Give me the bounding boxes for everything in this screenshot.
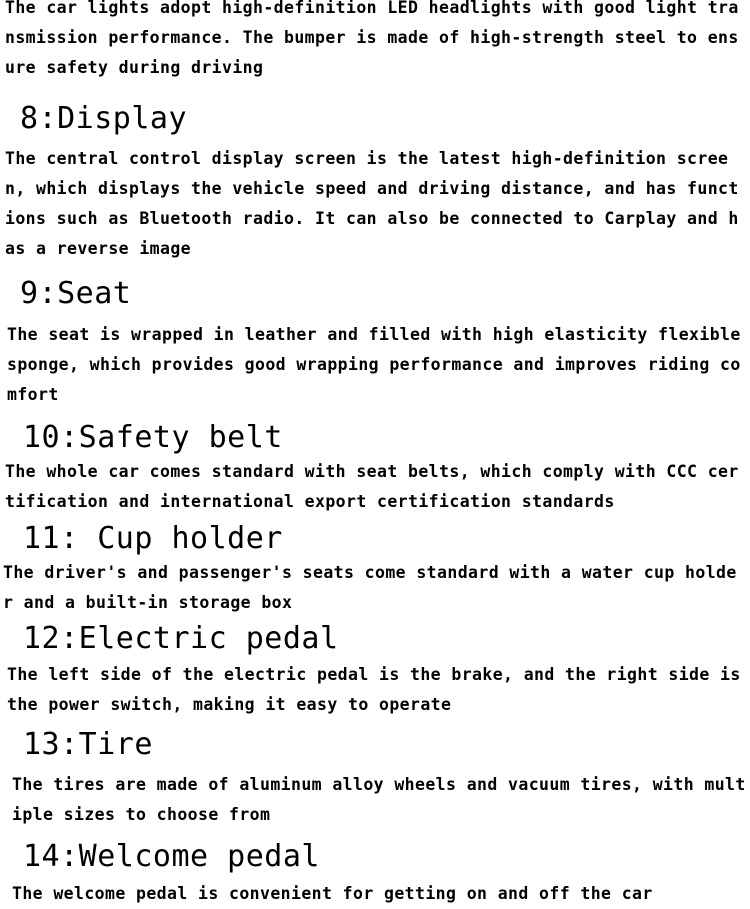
section-paragraph-welcome-pedal: The welcome pedal is convenient for getting on and off the car xyxy=(12,884,653,903)
section-heading-seat: 9:Seat xyxy=(20,276,132,311)
section-heading-electric-pedal: 12:Electric pedal xyxy=(23,621,339,656)
section-heading-display: 8:Display xyxy=(20,101,188,136)
section-heading-tire: 13:Tire xyxy=(23,727,153,762)
section-heading-welcome-pedal: 14:Welcome pedal xyxy=(23,839,320,874)
section-paragraph-tire: The tires are made of aluminum alloy wheels and vacuum tires, with multiple sizes to choose from xyxy=(12,775,746,824)
section-heading-cup-holder: 11: Cup holder xyxy=(23,521,283,556)
section-paragraph-electric-pedal: The left side of the electric pedal is the brake, and the right side is the power switch, making it easy to operate xyxy=(7,665,741,714)
section-heading-safety-belt: 10:Safety belt xyxy=(23,420,283,455)
section-paragraph-safety-belt: The whole car comes standard with seat belts, which comply with CCC certification and international export certification standards xyxy=(5,462,739,511)
section-paragraph-display: The central control display screen is the latest high-definition screen, which displays the vehicle speed and driving distance, and has functions such as Bluetooth radio. It can also be connected to Carplay and has a reverse image xyxy=(5,149,739,258)
section-paragraph-seat: The seat is wrapped in leather and filled with high elasticity flexible sponge, which provides good wrapping performance and improves riding comfort xyxy=(7,325,741,404)
intro-paragraph: The car lights adopt high-definition LED headlights with good light transmission performance. The bumper is made of high-strength steel to ensure safety during driving xyxy=(5,0,739,77)
section-paragraph-cup-holder: The driver's and passenger's seats come standard with a water cup holder and a built-in storage box xyxy=(3,563,737,612)
